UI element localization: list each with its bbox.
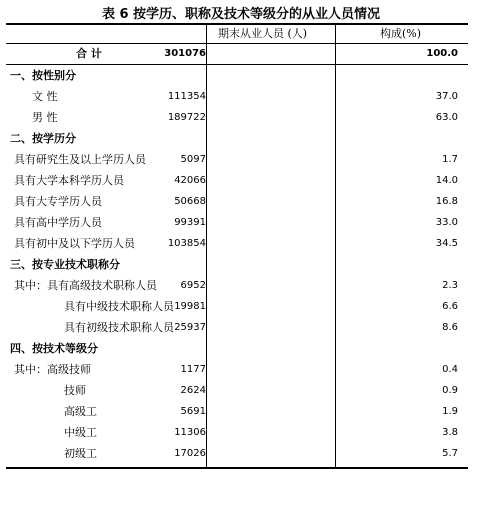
table-row bbox=[6, 87, 468, 107]
row-value: 5097 bbox=[180, 154, 206, 165]
total-row bbox=[6, 44, 468, 64]
row-label: 具有研究生及以上学历人员 bbox=[14, 153, 146, 166]
row-pct: 33.0 bbox=[435, 217, 458, 228]
row-pct: 8.6 bbox=[442, 322, 458, 333]
row-value: 17026 bbox=[174, 448, 206, 459]
row-value: 2624 bbox=[180, 385, 206, 396]
row-value: 50668 bbox=[174, 196, 206, 207]
row-value: 111354 bbox=[167, 91, 206, 102]
table-row bbox=[6, 192, 468, 212]
total-rule bbox=[6, 64, 468, 65]
table-row bbox=[6, 423, 468, 443]
row-label: 高级工 bbox=[64, 405, 97, 418]
row-value: 189722 bbox=[167, 112, 206, 123]
row-label: 初级工 bbox=[64, 447, 97, 460]
row-pct: 14.0 bbox=[435, 175, 458, 186]
row-pct: 0.4 bbox=[442, 364, 458, 375]
row-label: 具有中级技术职称人员 bbox=[64, 300, 174, 313]
table-row bbox=[6, 360, 468, 380]
column-header-count: 期末从业人员 (人) bbox=[218, 27, 308, 40]
total-label: 合 计 bbox=[76, 47, 102, 60]
row-label: 具有初中及以下学历人员 bbox=[14, 237, 135, 250]
row-pct: 34.5 bbox=[435, 238, 458, 249]
bottom-rule bbox=[6, 467, 468, 469]
row-value: 99391 bbox=[174, 217, 206, 228]
row-label: 具有高中学历人员 bbox=[14, 216, 102, 229]
row-label: 其中：高级技师 bbox=[14, 363, 91, 376]
row-pct: 5.7 bbox=[442, 448, 458, 459]
row-pct: 16.8 bbox=[435, 196, 458, 207]
row-value: 19981 bbox=[174, 301, 206, 312]
row-pct: 37.0 bbox=[435, 91, 458, 102]
row-label: 具有初级技术职称人员 bbox=[64, 321, 174, 334]
row-label: 四、按技术等级分 bbox=[10, 342, 98, 355]
section-header-row bbox=[6, 255, 468, 275]
table-row bbox=[6, 234, 468, 254]
row-pct: 3.8 bbox=[442, 427, 458, 438]
row-label: 一、按性别分 bbox=[10, 69, 76, 82]
table-row bbox=[6, 297, 468, 317]
row-value: 6952 bbox=[180, 280, 206, 291]
column-header-share: 构成(%) bbox=[380, 27, 422, 40]
row-label: 其中：具有高级技术职称人员 bbox=[14, 279, 157, 292]
row-pct: 0.9 bbox=[442, 385, 458, 396]
row-value: 25937 bbox=[174, 322, 206, 333]
table-row bbox=[6, 171, 468, 191]
row-label: 男 性 bbox=[32, 111, 58, 124]
row-pct: 63.0 bbox=[435, 112, 458, 123]
header-row bbox=[6, 24, 468, 44]
row-pct: 1.9 bbox=[442, 406, 458, 417]
table-row bbox=[6, 444, 468, 464]
row-value: 11306 bbox=[174, 427, 206, 438]
row-value: 103854 bbox=[167, 238, 206, 249]
table-row bbox=[6, 276, 468, 296]
row-label: 三、按专业技术职称分 bbox=[10, 258, 120, 271]
row-label: 具有大专学历人员 bbox=[14, 195, 102, 208]
total-pct: 100.0 bbox=[426, 48, 458, 59]
row-label: 文 性 bbox=[32, 90, 58, 103]
row-label: 二、按学历分 bbox=[10, 132, 76, 145]
section-header-row bbox=[6, 129, 468, 149]
table-row bbox=[6, 108, 468, 128]
row-value: 1177 bbox=[180, 364, 206, 375]
table-row bbox=[6, 150, 468, 170]
row-value: 42066 bbox=[174, 175, 206, 186]
row-pct: 2.3 bbox=[442, 280, 458, 291]
section-header-row bbox=[6, 339, 468, 359]
total-value: 301076 bbox=[164, 48, 206, 59]
table-title: 表 6 按学历、职称及技术等级分的从业人员情况 bbox=[101, 7, 381, 22]
table-row bbox=[6, 318, 468, 338]
table-row bbox=[6, 402, 468, 422]
row-label: 中级工 bbox=[64, 426, 97, 439]
row-label: 具有大学本科学历人员 bbox=[14, 174, 124, 187]
table-row bbox=[6, 381, 468, 401]
row-pct: 1.7 bbox=[442, 154, 458, 165]
section-header-row bbox=[6, 66, 468, 86]
row-value: 5691 bbox=[180, 406, 206, 417]
row-pct: 6.6 bbox=[442, 301, 458, 312]
row-label: 技师 bbox=[64, 384, 86, 397]
table-row bbox=[6, 213, 468, 233]
